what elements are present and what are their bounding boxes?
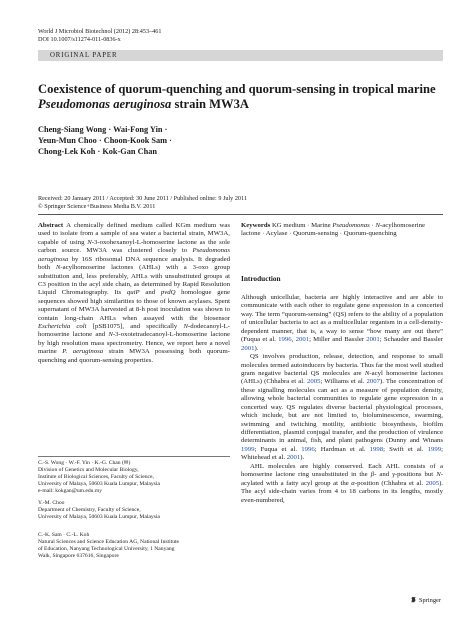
- affiliation-line: University of Malaya, 50603 Kuala Lumpur, Malaysia: [38, 513, 160, 520]
- publisher-logo: [410, 596, 441, 604]
- text-run: ·: [369, 222, 376, 229]
- article-type-label: ORIGINAL PAPER: [50, 52, 118, 59]
- citation-link[interactable]: 1998: [369, 445, 384, 453]
- affiliation-line: Division of Genetics and Molecular Biology,: [38, 466, 139, 473]
- right-column: [241, 222, 444, 504]
- publisher-name: Springer: [419, 597, 442, 604]
- text-run: Although unicellular, bacteria are highly interactive and are able to communicate with each other to regulate gene expression in a concerted way. The term “quorum-sensing” (QS) refers to the ability of a population of unicellular bacteria to act as a multicellular organism in a cell-density-dependent manner, that is, a way to sense “how many are out there” (Fuqua et al.: [241, 294, 443, 344]
- affiliation-line: Department of Chemistry, Faculty of Science,: [38, 506, 141, 513]
- affiliation-line: Natural Sciences and Science Education AG, National Institute: [38, 538, 180, 545]
- article-type-banner: [38, 50, 443, 61]
- author-line[interactable]: Yeun-Mun Choo · Choon-Kook Sam ·: [38, 136, 172, 145]
- text-run: -acylated with a fatty acyl group at the: [241, 471, 443, 487]
- text-run: ; Fuqua et al.: [254, 445, 302, 453]
- affiliation-block: [38, 500, 230, 521]
- springer-horse-icon: [410, 596, 417, 603]
- italic-term: N: [183, 323, 189, 331]
- italic-term: P. aeruginosa: [62, 348, 104, 356]
- paragraph: [241, 353, 443, 463]
- affiliation-line: C.-K. Sam · C.-L. Koh: [38, 532, 90, 538]
- citation-link[interactable]: 2001: [286, 454, 301, 462]
- publication-dates: [38, 195, 247, 211]
- text-run: -positions but: [394, 471, 437, 479]
- italic-term: quiP: [126, 289, 140, 297]
- text-run: ; Williams et al.: [320, 378, 367, 386]
- citation-link[interactable]: 1996: [301, 445, 315, 453]
- italic-term: pvdQ: [160, 289, 176, 297]
- author-line[interactable]: Chong-Lek Koh · Kok-Gan Chan: [38, 147, 157, 156]
- text-run: ,: [291, 336, 296, 344]
- citation-link[interactable]: 2007: [366, 378, 381, 386]
- text-run: -acylhomoserine lactone · Acylase · Quorum-sensing · Quorum-quenching: [241, 222, 425, 238]
- citation-link[interactable]: 2005: [425, 479, 440, 487]
- text-run: ). The concentration of these signalling molecules can act as a measure of population density, allowing whole bacterial communities to regulate gene expression in a concerted way. QS regulates diverse bacterial physiological processes, which include, but are not limited to, bioluminescence, swarming, swimming and twitching motility, antibiotic biosynthesis, biofilm differentiation, plasmid conjugal transfer, and the production of virulence determinants in animal, fish, and plant pathogens (Dunny and Winans: [241, 378, 443, 445]
- text-run: ; Whitehead et al.: [241, 445, 444, 462]
- header-divider: [38, 214, 443, 215]
- citation-link[interactable]: 2001: [366, 336, 380, 344]
- text-run: QS involves production, release, detection, and response to small molecules termed autoinducers by bacteria. Thus far the most well studied gram negative bacterial QS molecules are: [241, 353, 443, 377]
- citation-link[interactable]: 2005: [306, 378, 321, 386]
- italic-term: N: [108, 331, 113, 339]
- text-run: and: [139, 289, 161, 297]
- affiliation-line: Walk, Singapore 637616, Singapore: [38, 552, 119, 559]
- text-run: ; Swift et al.: [383, 445, 428, 453]
- article-title: Coexistence of quorum-quenching and quorum-sensing in tropical marine Pseudomonas aeruginosa strain MW3A: [38, 82, 436, 111]
- text-run: -acyl homoserine lactones (AHLs) (Chhabra et al.: [241, 369, 444, 386]
- text-run: ; Hardman et al.: [314, 445, 370, 453]
- italic-term: N: [375, 222, 380, 229]
- introduction-body: [241, 294, 443, 505]
- text-run: -acylhomoserine lactones (AHLs) with a 3-oxo group substitution and, less preferably, AHLs with unsubstituted groups at C3 position in the acyl side chain, as determined by Rapid Resolution Liquid Chromatography. Its: [38, 264, 230, 297]
- paragraph: [241, 463, 443, 505]
- affiliation-line: C.-S. Wong · W.-F. Yin · K.-G. Chan (✉): [38, 460, 131, 466]
- received-accepted-dates: Received: 20 January 2011 / Accepted: 30 June 2011 / Published online: 9 July 2011: [38, 195, 247, 202]
- italic-term: β: [370, 471, 375, 479]
- text-run: by 16S ribosomal DNA sequence analysis. It degraded both: [38, 255, 230, 272]
- text-run: ).: [300, 454, 305, 462]
- keywords-label: Keywords: [241, 222, 271, 229]
- italic-term: Escherichia coli: [38, 323, 87, 331]
- title-species: Pseudomonas aeruginosa: [38, 97, 172, 111]
- citation-link[interactable]: 1999: [427, 445, 442, 453]
- text-run: AHL molecules are highly conserved. Each AHL consists of a homoserine lactone ring unsubstituted in the: [241, 462, 443, 479]
- text-run: - and: [374, 471, 393, 479]
- affiliation-line: Institute of Biological Sciences, Faculty of Science,: [38, 473, 154, 480]
- citation-link[interactable]: 1996: [278, 336, 292, 344]
- italic-term: N: [87, 238, 92, 246]
- affiliation-line: University of Malaya, 50603 Kuala Lumpur, Malaysia: [38, 480, 160, 487]
- author-list: [38, 124, 172, 157]
- italic-term: N: [436, 471, 441, 479]
- affiliation-divider: [38, 456, 230, 457]
- text-run: KG medium · Marine: [270, 222, 333, 229]
- text-run: strain MW3A possessing both quorum-quenching and quorum-sensing properties.: [38, 348, 230, 364]
- citation-link[interactable]: 1999: [241, 445, 255, 453]
- text-run: ; Miller and Bassler: [309, 336, 367, 344]
- italic-term: N: [55, 264, 61, 272]
- keywords: [241, 222, 443, 239]
- italic-term: γ: [392, 471, 395, 479]
- text-run: -3-oxohexanoyl-L-homoserine lactone as the sole carbon source. MW3A was clustered closely to: [38, 238, 230, 255]
- text-run: -3-oxotetradecanoyl-L-homoserine lactone by high resolution mass spectrometry. Hence, we report here a novel marine: [38, 331, 230, 356]
- text-run: ; Schauder and Bassler: [379, 336, 444, 344]
- journal-doi[interactable]: DOI 10.1007/s11274-011-0836-x: [38, 35, 121, 43]
- journal-header: [38, 28, 161, 43]
- text-run: -dodecanoyl-L-homoserine lactone and: [38, 323, 230, 339]
- text-run: A chemically defined medium called KGm medium was used to isolate from a sample of sea water a bacterial strain, MW3A, capable of using: [38, 222, 230, 246]
- italic-term: Pseudomonas: [332, 222, 370, 229]
- introduction-heading: Introduction: [241, 274, 281, 283]
- affiliation-block: [38, 532, 230, 560]
- citation-link[interactable]: 2001: [295, 336, 310, 344]
- article-page: [38, 0, 443, 630]
- author-line[interactable]: Cheng-Siang Wong · Wai-Fong Yin ·: [38, 125, 168, 134]
- affiliation-line: of Education, Nanyang Technological University, 1 Nanyang: [38, 545, 175, 552]
- text-run: -position (Chhabra et al.: [354, 479, 426, 487]
- left-column: [38, 222, 230, 365]
- text-run: [pSB1075], and specifically: [86, 323, 184, 331]
- abstract: [38, 222, 230, 365]
- abstract-label: Abstract: [38, 222, 64, 229]
- text-run: ). The acyl side-chain varies from 4 to 18 carbons in its lengths, mostly even-numbered,: [241, 479, 443, 504]
- text-run: ).: [254, 344, 259, 352]
- paragraph: [241, 294, 443, 353]
- affiliation-block: [38, 460, 230, 495]
- italic-term: Pseudomonas aeruginosa: [38, 247, 230, 263]
- citation-link[interactable]: 2001: [241, 344, 255, 352]
- text-run: homologue gene sequences showed high similarities to those of known acylases. Spent supernatant of MW3A harvested at 8-h post inoculation was shown to contain long-chain AHLs when assayed with the biosensor: [38, 289, 230, 322]
- email-link[interactable]: e-mail: kokgan@um.edu.my: [38, 487, 103, 494]
- copyright-line: © Springer Science+Business Media B.V. 2011: [38, 202, 156, 210]
- journal-citation: World J Microbiol Biotechnol (2012) 28:453–461: [38, 28, 162, 35]
- italic-term: α: [351, 479, 355, 487]
- affiliation-line: Y.-M. Choo: [38, 500, 65, 506]
- italic-term: N: [364, 369, 370, 377]
